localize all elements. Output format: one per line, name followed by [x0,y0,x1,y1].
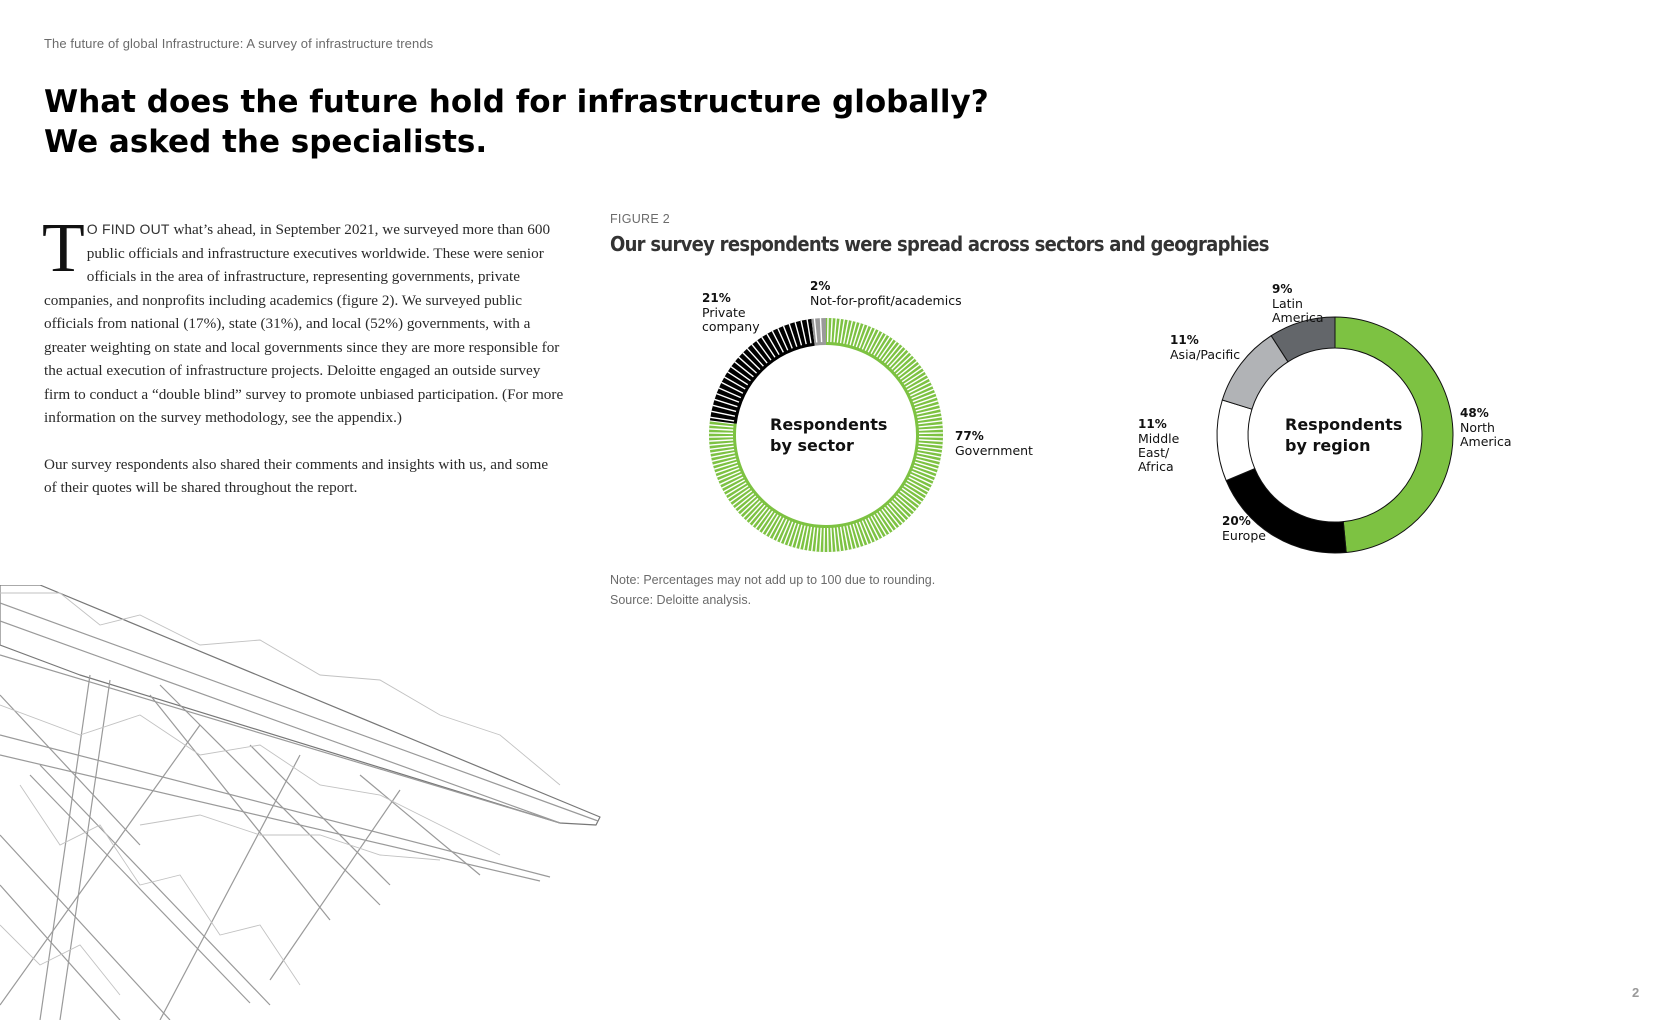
slice-label-private-company: Private [702,305,746,320]
figure-source: Source: Deloitte analysis. [610,593,752,607]
slice-label-private-company: company [702,319,760,334]
chart-center-label: Respondents [770,415,888,434]
slice-label-latin-america: America [1272,310,1324,325]
donut-chart-2 [1138,282,1512,553]
headline-line-1: What does the future hold for infrastructure globally? [44,84,989,120]
slice-label-europe: Europe [1222,528,1266,543]
slice-pct-label-not-for-profit-academics: 2% [810,279,831,293]
slice-middle-east-africa [1217,400,1255,481]
slice-pct-label-latin-america: 9% [1272,282,1293,296]
slice-pct-label-government: 77% [955,429,984,443]
slice-north-america [1335,317,1453,552]
slice-label-government: Government [955,443,1033,458]
truss-structure-image [0,585,620,1020]
figure-label: FIGURE 2 [610,212,671,226]
intro-paragraph-text: what’s ahead, in September 2021, we surveyed more than 600 public officials and infrastructure executives worldwide. These were senior officials in the area of infrastructure, representing governments, private companies, and nonprofits including academics (figure 2). We surveyed public officials from national (17%), state (31%), and local (52%) governments, with a greater weighting on state and local governments since they are more responsible for the actual execution of infrastructure projects. Deloitte engaged an outside survey firm to conduct a “double blind” survey to promote unbiased participation. (For more information on the survey methodology, see the appendix.) [44,221,564,426]
page-number: 2 [1632,985,1640,1000]
slice-label-middle-east-africa: Africa [1138,459,1174,474]
donut-chart-1 [702,279,1033,552]
slice-label-latin-america: Latin [1272,296,1303,311]
lead-in: O FIND OUT [86,221,170,237]
slice-pct-label-private-company: 21% [702,291,731,305]
figure-notes [610,570,935,610]
slice-label-north-america: North [1460,420,1495,435]
drop-cap: T [42,210,85,287]
slice-label-middle-east-africa: East/ [1138,445,1170,460]
slice-label-not-for-profit-academics: Not-for-profit/academics [810,293,962,308]
chart-center-label: by sector [770,436,854,455]
chart-center-label: by region [1285,436,1371,455]
figure-title: Our survey respondents were spread across sectors and geographies [610,232,1269,256]
slice-label-asia-pacific: Asia/Pacific [1170,347,1241,362]
figure-note: Note: Percentages may not add up to 100 due to rounding. [610,573,936,587]
slice-label-north-america: America [1460,434,1512,449]
slice-pct-label-europe: 20% [1222,514,1251,528]
headline-line-2: We asked the specialists. [44,124,488,160]
chart-center-label: Respondents [1285,415,1403,434]
slice-label-middle-east-africa: Middle [1138,431,1180,446]
slice-pct-label-middle-east-africa: 11% [1138,417,1167,431]
insights-paragraph: Our survey respondents also shared their comments and insights with us, and some of their quotes will be shared throughout the report. [44,455,549,496]
slice-pct-label-north-america: 48% [1460,406,1489,420]
running-header: The future of global Infrastructure: A survey of infrastructure trends [44,36,434,51]
slice-pct-label-asia-pacific: 11% [1170,333,1199,347]
